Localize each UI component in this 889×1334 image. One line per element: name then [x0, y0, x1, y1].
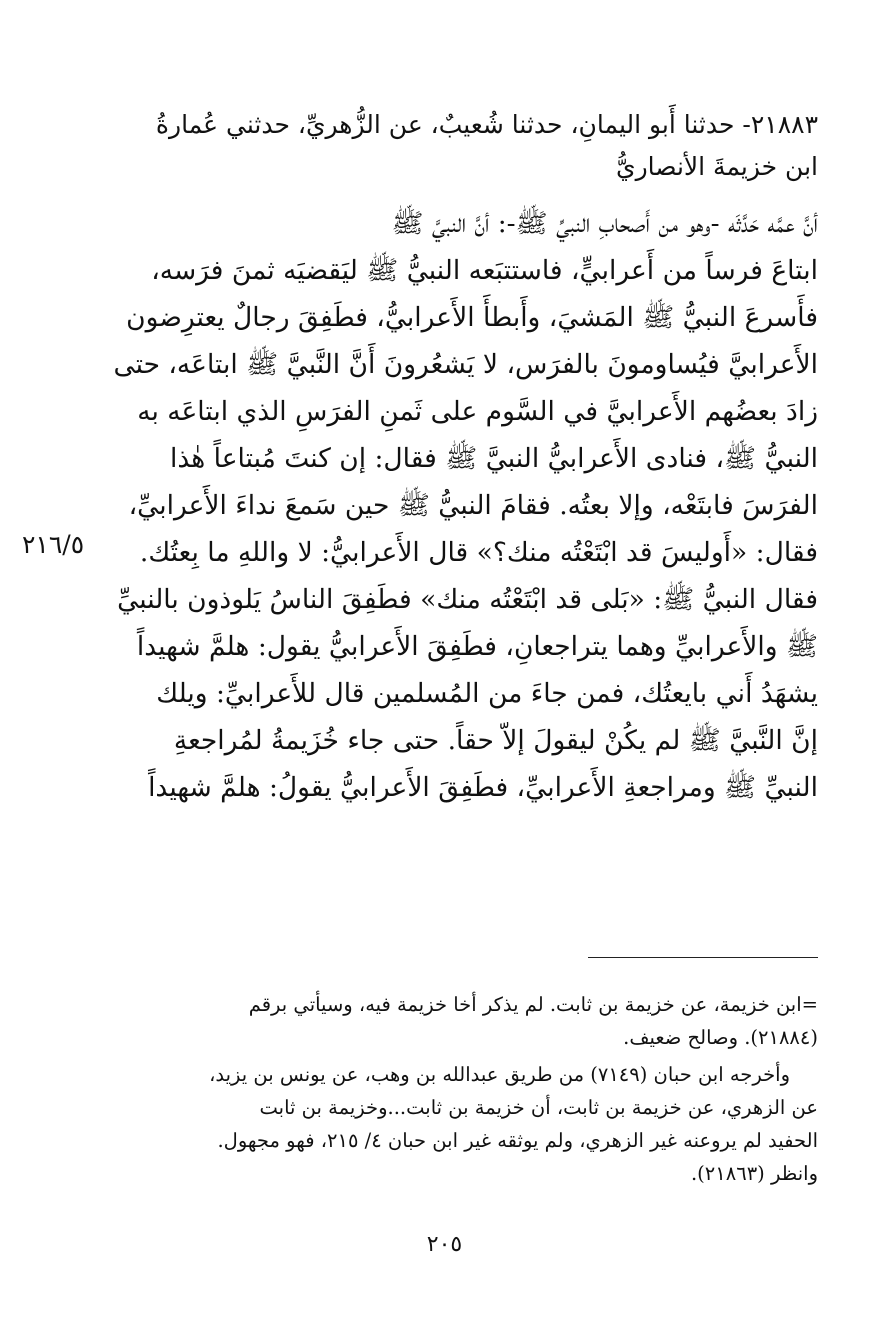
hadith-line: فقال: «أَوليسَ قد ابْتَعْتُه منك؟» قال الأَعرابيُّ: لا واللهِ ما بِعتُك.	[139, 537, 818, 568]
footnote-line: وأخرجه ابن حبان (٧١٤٩) من طريق عبدالله بن وهب، عن يونس بن يزيد،	[209, 1063, 790, 1086]
hadith-line: زادَ بعضُهم الأَعرابيَّ في السَّوم على ثَمنِ الفرَسِ الذي ابتاعَه به	[137, 396, 818, 427]
margin-volume-page-reference: ٢١٦/٥	[22, 530, 85, 559]
hadith-line: فقال النبيُّ ﷺ: «بَلى قد ابْتَعْتُه منك» فطَفِقَ الناسُ يَلوذون بالنبيِّ	[117, 584, 818, 615]
hadith-line: النبيِّ ﷺ ومراجعةِ الأَعرابيِّ، فطَفِقَ الأَعرابيُّ يقولُ: هلمَّ شهيداً	[148, 772, 818, 803]
footnote-line: الحفيد لم يروعنه غير الزهري، ولم يوثقه غير ابن حبان ٤/ ٢١٥، فهو مجهول.	[217, 1129, 818, 1152]
footnote-paragraph	[112, 1058, 818, 1190]
hadith-line: أنَّ عمَّه حَدَّثَه -وهو من أَصحابِ النبيِّ ﷺ-: أنَّ النبيَّ ﷺ	[391, 208, 818, 239]
footnote-paragraph	[112, 988, 818, 1054]
footnote-line: =ابن خزيمة، عن خزيمة بن ثابت. لم يذكر أخا خزيمة فيه، وسيأتي برقم	[248, 993, 818, 1016]
hadith-line: فأَسرعَ النبيُّ ﷺ المَشيَ، وأَبطأَ الأَعرابيُّ، فطَفِقَ رجالٌ يعترِضون	[126, 302, 818, 333]
hadith-text	[112, 200, 818, 811]
hadith-line: النبيُّ ﷺ، فنادى الأَعرابيُّ النبيَّ ﷺ فقال: إن كنتَ مُبتاعاً هٰذا	[169, 443, 818, 474]
footnote-line: عن الزهري، عن خزيمة بن ثابت، أن خزيمة بن ثابت...وخزيمة بن ثابت	[259, 1096, 818, 1119]
hadith-line: يشهَدُ أَني بايعتُك، فمن جاءَ من المُسلمين قال للأَعرابيِّ: ويلك	[156, 678, 818, 709]
heading-line: ٢١٨٨٣- حدثنا أَبو اليمانِ، حدثنا شُعيبٌ، عن الزُّهريِّ، حدثني عُمارةُ	[155, 110, 818, 139]
hadith-line: الأَعرابيَّ فيُساومونَ بالفرَس، لا يَشعُرونَ أَنَّ النَّبيَّ ﷺ ابتاعَه، حتى	[113, 349, 818, 380]
footnote-divider	[588, 957, 818, 958]
hadith-heading	[112, 104, 818, 188]
hadith-line: الفرَسَ فابتَعْه، وإلا بعتُه. فقامَ النبيُّ ﷺ حين سَمعَ نداءَ الأَعرابيِّ،	[128, 490, 818, 521]
page-number: ٢٠٥	[426, 1232, 463, 1257]
hadith-line: ﷺ والأَعرابيِّ وهما يتراجعانِ، فطَفِقَ الأَعرابيُّ يقول: هلمَّ شهيداً	[136, 631, 818, 662]
heading-line: ابن خزيمةَ الأنصاريُّ	[616, 152, 818, 181]
footnote-line: وانظر (٢١٨٦٣).	[690, 1162, 818, 1185]
footnote-line: (٢١٨٨٤). وصالح ضعيف.	[623, 1026, 818, 1049]
hadith-line: إنَّ النَّبيَّ ﷺ لم يكُنْ ليقولَ إلاّ حقاً. حتى جاء خُزَيمةُ لمُراجعةِ	[173, 725, 818, 756]
hadith-line: ابتاعَ فرساً من أَعرابيٍّ، فاستتبَعه النبيُّ ﷺ ليَقضيَه ثمنَ فرَسه،	[151, 255, 818, 286]
footnotes	[112, 988, 818, 1194]
